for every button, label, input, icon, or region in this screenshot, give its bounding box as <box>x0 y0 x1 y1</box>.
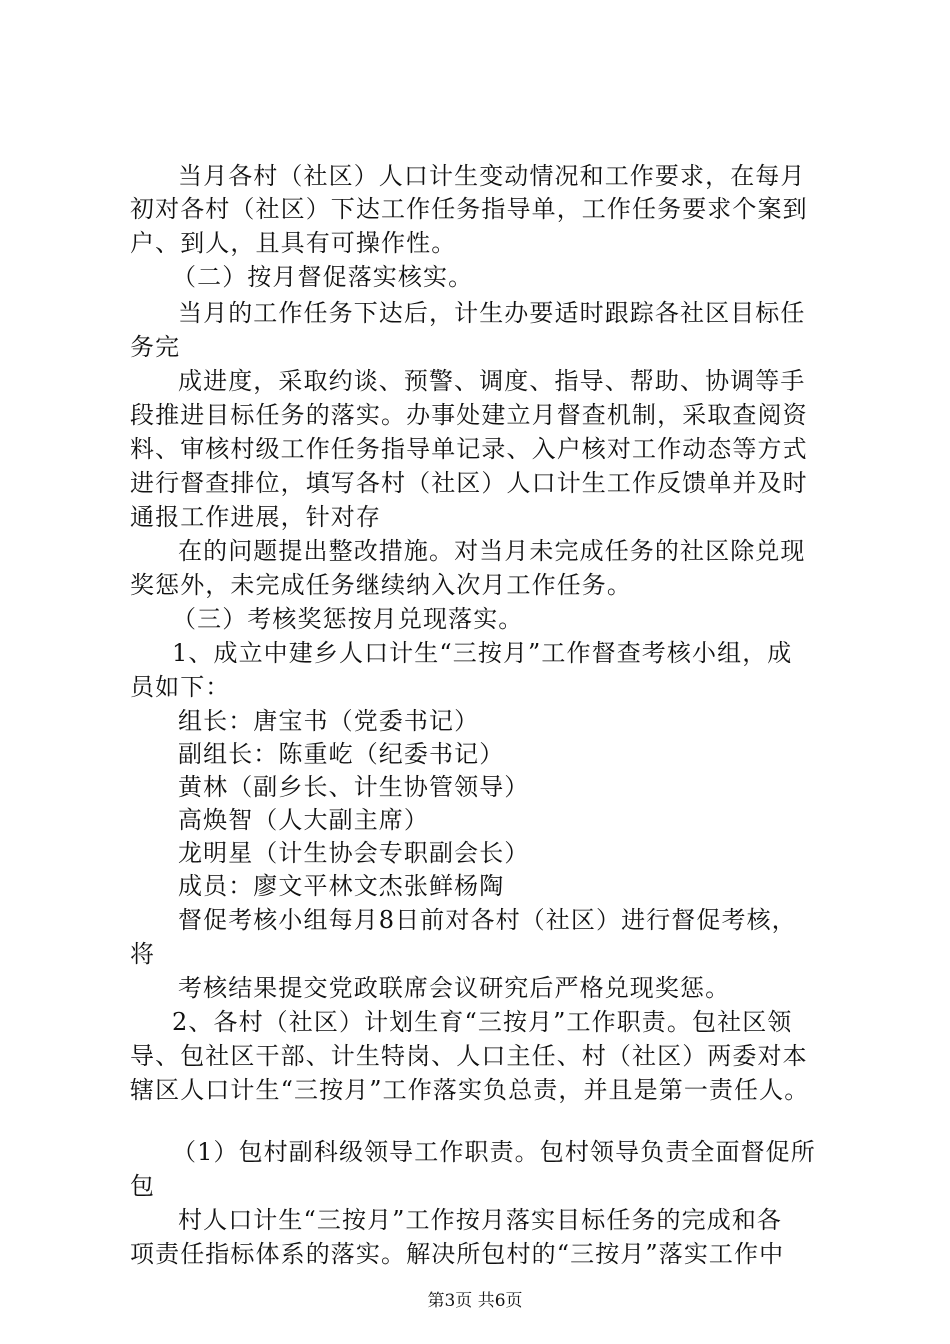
member-list: 成员：廖文平林文杰张鲜杨陶 <box>178 872 505 900</box>
line-03: 户、到人，且具有可操作性。 <box>130 229 457 257</box>
line-07: 成进度，采取约谈、预警、调度、指导、帮助、协调等手 <box>178 367 806 395</box>
line-31: 村人口计生“三按月”工作按月落实目标任务的完成和各 <box>178 1206 783 1234</box>
member-deputy-3: 高焕智（人大副主席） <box>178 806 429 834</box>
line-09: 料、审核村级工作任务指导单记录、入户核对工作动态等方式 <box>130 435 808 463</box>
line-23: 督促考核小组每月8日前对各村（社区）进行督促考核， <box>178 906 797 934</box>
line-06: 务完 <box>130 333 181 361</box>
line-29: （1）包村副科级领导工作职责。包村领导负责全面督促所 <box>172 1138 816 1166</box>
line-12: 在的问题提出整改措施。对当月未完成任务的社区除兑现 <box>178 537 806 565</box>
page-footer: 第3页 共6页 <box>427 1291 523 1311</box>
section-heading-3: （三）考核奖惩按月兑现落实。 <box>172 605 524 633</box>
member-leader: 组长：唐宝书（党委书记） <box>178 707 480 735</box>
member-deputy-2: 黄林（副乡长、计生协管领导） <box>178 773 530 801</box>
line-26: 2、各村（社区）计划生育“三按月”工作职责。包社区领 <box>172 1008 793 1036</box>
section-heading-2: （二）按月督促落实核实。 <box>172 263 474 291</box>
line-01: 当月各村（社区）人口计生变动情况和工作要求，在每月 <box>178 162 806 190</box>
line-13: 奖惩外，未完成任务继续纳入次月工作任务。 <box>130 571 632 599</box>
line-24: 将 <box>130 940 156 968</box>
line-32: 项责任指标体系的落实。解决所包村的“三按月”落实工作中 <box>130 1240 785 1268</box>
line-27: 导、包社区干部、计生特岗、人口主任、村（社区）两委对本 <box>130 1042 808 1070</box>
line-10: 进行督查排位，填写各村（社区）人口计生工作反馈单并及时 <box>130 469 808 497</box>
member-deputy-1: 副组长：陈重屹（纪委书记） <box>178 740 505 768</box>
line-11: 通报工作进展，针对存 <box>130 503 381 531</box>
line-05: 当月的工作任务下达后，计生办要适时跟踪各社区目标任 <box>178 299 806 327</box>
line-28: 辖区人口计生“三按月”工作落实负总责，并且是第一责任人。 <box>130 1076 810 1104</box>
member-deputy-4: 龙明星（计生协会专职副会长） <box>178 839 530 867</box>
line-25: 考核结果提交党政联席会议研究后严格兑现奖惩。 <box>178 974 731 1002</box>
line-08: 段推进目标任务的落实。办事处建立月督查机制，采取查阅资 <box>130 401 808 429</box>
line-15: 1、成立中建乡人口计生“三按月”工作督查考核小组，成 <box>172 639 793 667</box>
line-16: 员如下： <box>130 673 231 701</box>
line-02: 初对各村（社区）下达工作任务指导单，工作任务要求个案到 <box>130 195 808 223</box>
line-30: 包 <box>130 1172 156 1200</box>
